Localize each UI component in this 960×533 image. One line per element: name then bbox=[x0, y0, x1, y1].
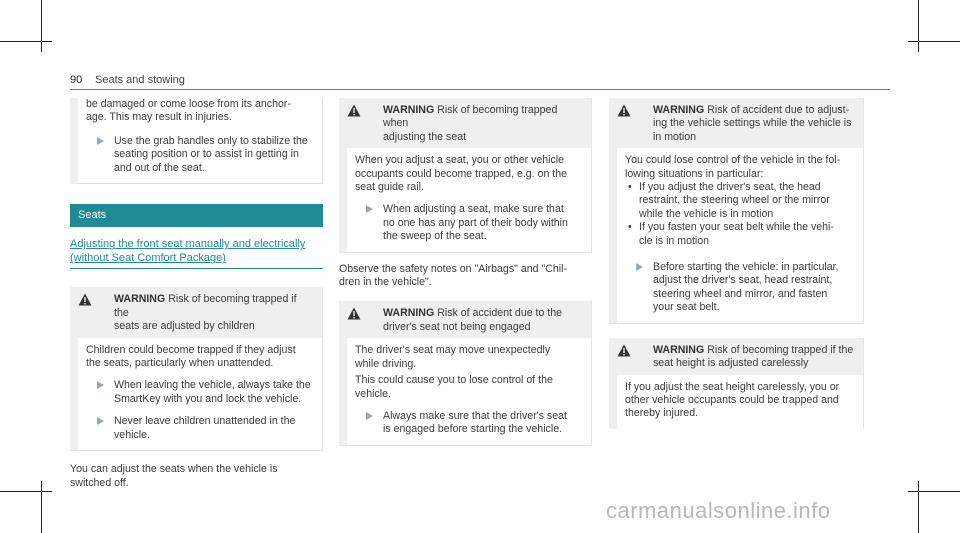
bullet-glyph: • bbox=[628, 221, 632, 234]
warning-title: in motion bbox=[653, 130, 696, 143]
instruction-step bbox=[625, 261, 855, 315]
subsection-title[interactable] bbox=[70, 237, 323, 269]
text-line: Observe the safety notes on "Airbags" and "Chil- bbox=[339, 262, 567, 275]
text-line: You can adjust the seats when the vehicle is bbox=[70, 463, 278, 476]
text-line: If you fasten your seat belt while the vehi- bbox=[639, 221, 834, 234]
text-line: This could cause you to lose control of the bbox=[355, 374, 553, 387]
text-line: the seats, particularly when unattended. bbox=[86, 357, 274, 370]
text-line: and out of the seat. bbox=[114, 161, 205, 174]
warning-title: Risk of accident due to the bbox=[437, 307, 563, 320]
arrow-right-icon bbox=[97, 137, 104, 145]
warning-title: seat height is adjusted carelessly bbox=[653, 357, 809, 370]
warning-box bbox=[609, 98, 864, 324]
column-2 bbox=[339, 98, 592, 446]
warning-body bbox=[339, 338, 591, 444]
crop-mark bbox=[0, 41, 52, 42]
column-3 bbox=[609, 98, 864, 429]
crop-mark bbox=[918, 0, 919, 52]
crop-mark bbox=[0, 491, 52, 492]
section-title: Seats bbox=[70, 204, 323, 227]
text-line: age. This may result in injuries. bbox=[86, 111, 232, 124]
text-line: switched off. bbox=[70, 476, 129, 489]
warning-title: Risk of accident due to adjust- bbox=[707, 104, 850, 116]
column-1 bbox=[70, 98, 323, 490]
text-line: seat guide rail. bbox=[355, 181, 424, 194]
warning-triangle-icon bbox=[347, 307, 361, 320]
warning-title: ing the vehicle settings while the vehicle is bbox=[653, 117, 852, 130]
crop-mark bbox=[41, 0, 42, 52]
instruction-step bbox=[86, 415, 314, 442]
warning-title: Risk of becoming trapped when bbox=[383, 104, 558, 130]
warning-box bbox=[339, 98, 592, 253]
subsection-title-line: Adjusting the front seat manually and electrically bbox=[70, 238, 306, 251]
text-line: Children could become trapped if they adjust bbox=[86, 343, 296, 356]
warning-header bbox=[609, 338, 863, 375]
arrow-right-icon bbox=[366, 412, 373, 420]
warning-box bbox=[609, 338, 864, 429]
text-line: When leaving the vehicle, always take the bbox=[114, 379, 311, 392]
warning-triangle-icon bbox=[617, 104, 631, 117]
warning-title: adjusting the seat bbox=[383, 130, 467, 143]
warning-header bbox=[339, 98, 591, 148]
warning-header bbox=[609, 98, 863, 148]
subsection-title-line: (without Seat Comfort Package) bbox=[70, 252, 226, 265]
text-line: When adjusting a seat, make sure that bbox=[383, 203, 564, 216]
text-line: lowing situations in particular: bbox=[625, 167, 764, 180]
text-line: seating position or to assist in getting in bbox=[114, 148, 299, 161]
text-line: steering wheel and mirror, and fasten bbox=[653, 287, 828, 300]
crop-mark bbox=[41, 481, 42, 533]
warning-label: WARNING bbox=[383, 104, 435, 116]
warning-label: WARNING bbox=[653, 104, 705, 116]
warning-title: Risk of becoming trapped if the bbox=[707, 343, 854, 356]
text-line: Never leave children unattended in the bbox=[114, 415, 296, 428]
arrow-right-icon bbox=[97, 381, 104, 389]
text-line: SmartKey with you and lock the vehicle. bbox=[114, 392, 302, 405]
text-line: be damaged or come loose from its anchor- bbox=[86, 98, 291, 110]
text-line: no one has any part of their body within bbox=[383, 216, 568, 229]
warning-title: driver's seat not being engaged bbox=[383, 320, 531, 333]
instruction-step bbox=[86, 379, 314, 406]
text-line: your seat belt. bbox=[653, 301, 720, 314]
instruction-step bbox=[355, 203, 583, 243]
text-line: cle is in motion bbox=[639, 234, 710, 247]
warning-title: Risk of becoming trapped if the bbox=[114, 293, 297, 319]
text-line: Before starting the vehicle: in particular, bbox=[653, 261, 839, 274]
page-number: 90 bbox=[70, 74, 83, 86]
watermark[interactable]: carmanualsonline.info bbox=[606, 498, 831, 523]
arrow-right-icon bbox=[366, 205, 373, 213]
header-rule bbox=[70, 89, 890, 90]
text-line: Always make sure that the driver's seat bbox=[383, 409, 567, 422]
warning-body bbox=[609, 148, 863, 322]
warning-box bbox=[339, 301, 592, 445]
text-line: When you adjust a seat, you or other vehicle bbox=[355, 154, 565, 167]
warning-triangle-icon bbox=[78, 293, 92, 306]
text-line: You could lose control of the vehicle in the fol- bbox=[625, 154, 841, 167]
text-line: dren in the vehicle". bbox=[339, 276, 432, 289]
text-line: other vehicle occupants could be trapped and bbox=[625, 393, 839, 406]
warning-header bbox=[339, 301, 591, 338]
warning-body bbox=[609, 375, 863, 429]
text-line: vehicle. bbox=[355, 387, 391, 400]
warning-body bbox=[70, 338, 322, 450]
crop-mark bbox=[918, 481, 919, 533]
instruction-step bbox=[355, 410, 583, 437]
instruction-step bbox=[86, 135, 322, 175]
warning-body bbox=[339, 148, 591, 251]
text-line: the sweep of the seat. bbox=[383, 230, 487, 243]
text-line: adjust the driver's seat, head restraint, bbox=[653, 274, 833, 287]
text-line: Use the grab handles only to stabilize the bbox=[114, 134, 308, 147]
arrow-right-icon bbox=[97, 417, 104, 425]
crop-mark bbox=[908, 491, 960, 492]
text-line: thereby injured. bbox=[625, 407, 699, 420]
text-line: If you adjust the driver's seat, the head bbox=[639, 181, 821, 194]
warning-label: WARNING bbox=[114, 293, 166, 306]
text-line: occupants could become trapped, e.g. on the bbox=[355, 167, 568, 180]
warning-header bbox=[70, 287, 322, 337]
list-item bbox=[625, 181, 855, 221]
warning-title: seats are adjusted by children bbox=[114, 320, 255, 333]
text-line: vehicle. bbox=[114, 428, 150, 441]
bullet-glyph: • bbox=[628, 181, 632, 194]
text-line: is engaged before starting the vehicle. bbox=[383, 423, 563, 436]
warning-label: WARNING bbox=[653, 343, 705, 356]
text-line: The driver's seat may move unexpectedly bbox=[355, 344, 551, 357]
section-header: Seats and stowing bbox=[95, 74, 185, 86]
text-line: restraint, the steering wheel or the mirror bbox=[639, 194, 830, 207]
text-line: while the vehicle is in motion bbox=[639, 207, 774, 220]
warning-triangle-icon bbox=[347, 104, 361, 117]
continued-warning bbox=[70, 98, 323, 184]
warning-label: WARNING bbox=[383, 307, 435, 320]
warning-triangle-icon bbox=[617, 344, 631, 357]
text-line: while driving. bbox=[355, 357, 417, 370]
crop-mark bbox=[908, 41, 960, 42]
warning-box bbox=[70, 287, 323, 451]
text-line: If you adjust the seat height carelessly, you or bbox=[625, 380, 840, 393]
arrow-right-icon bbox=[636, 263, 643, 271]
list-item bbox=[625, 221, 855, 248]
